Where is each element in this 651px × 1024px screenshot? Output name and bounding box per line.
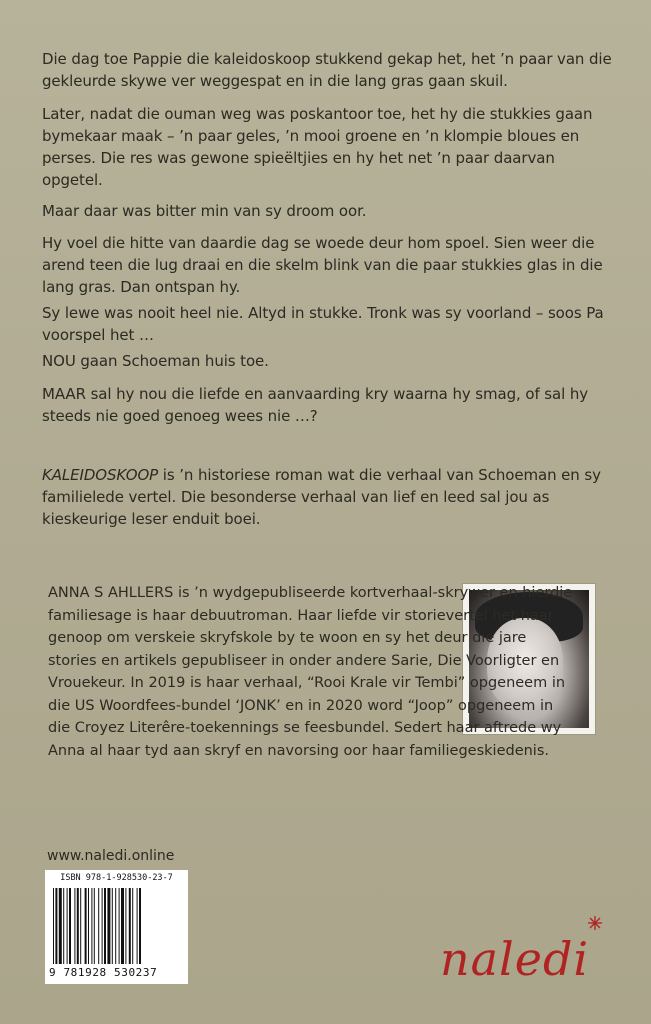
- isbn-digits: 9 781928 530237: [49, 966, 158, 979]
- synopsis-paragraph-2: Later, nadat die ouman weg was poskantoor toe, het hy die stukkies gaan bymekaar maak – ’n paar geles, ’n mooi groene en ’n klompie bloues en perses. Die res was gewone spieëltjies en hy het net ’n paar daarvan opgetel.: [42, 105, 593, 189]
- barcode-bars: [53, 888, 181, 964]
- synopsis-paragraph-6: NOU gaan Schoeman huis toe.: [42, 352, 269, 370]
- blurb-title: KALEIDOSKOOP: [42, 466, 159, 484]
- synopsis-paragraph-5: Sy lewe was nooit heel nie. Altyd in stukke. Tronk was sy voorland – soos Pa voorspel het …: [42, 304, 604, 344]
- publisher-logo: naledi: [440, 932, 590, 986]
- author-bio: ANNA S AHLLERS is ’n wydgepubliseerde kortverhaal-skrywer en hierdie familiesage is haar debuutroman. Haar liefde vir storievertel het haar genoop om verskeie skryfskole by te woon en sy het deur die jare stories en artikels gepubliseer in onder andere Sarie, Die Voorligter en Vrouekeur. In 2019 is haar verhaal, “Rooi Krale vir Tembi” opgeneem in die US Woordfees-bundel ‘JONK’ en in 2020 word “Joop” opgeneem in die Croyez Literêre-toekennings se feesbundel. Sedert haar aftrede wy Anna al haar tyd aan skryf en navorsing oor haar familiegeskiedenis.: [48, 585, 573, 759]
- isbn-label: ISBN 978-1-928530-23-7: [60, 873, 173, 883]
- blurb-text: is ’n historiese roman wat die verhaal van Schoeman en sy familielede vertel. Die besonderse verhaal van lief en leed sal jou as kieskeurige leser enduit boei.: [42, 466, 601, 528]
- synopsis-paragraph-7: MAAR sal hy nou die liefde en aanvaarding kry waarna hy smag, of sal hy steeds nie goed genoeg wees nie …?: [42, 385, 589, 425]
- isbn-barcode: [45, 870, 188, 984]
- synopsis-paragraph-4: Hy voel die hitte van daardie dag se woede deur hom spoel. Sien weer die arend teen die lug draai en die skelm blink van die paar stukkies glas in die lang gras. Dan ontspan hy.: [42, 234, 603, 296]
- synopsis-paragraph-1: Die dag toe Pappie die kaleidoskoop stukkend gekap het, het ’n paar van die gekleurde skywe ver weggespat en in die lang gras gaan skuil.: [42, 50, 612, 90]
- book-blurb: [42, 464, 617, 530]
- star-icon: [588, 916, 602, 930]
- synopsis-paragraph-3: Maar daar was bitter min van sy droom oor.: [42, 202, 367, 220]
- publisher-website: www.naledi.online: [47, 848, 175, 864]
